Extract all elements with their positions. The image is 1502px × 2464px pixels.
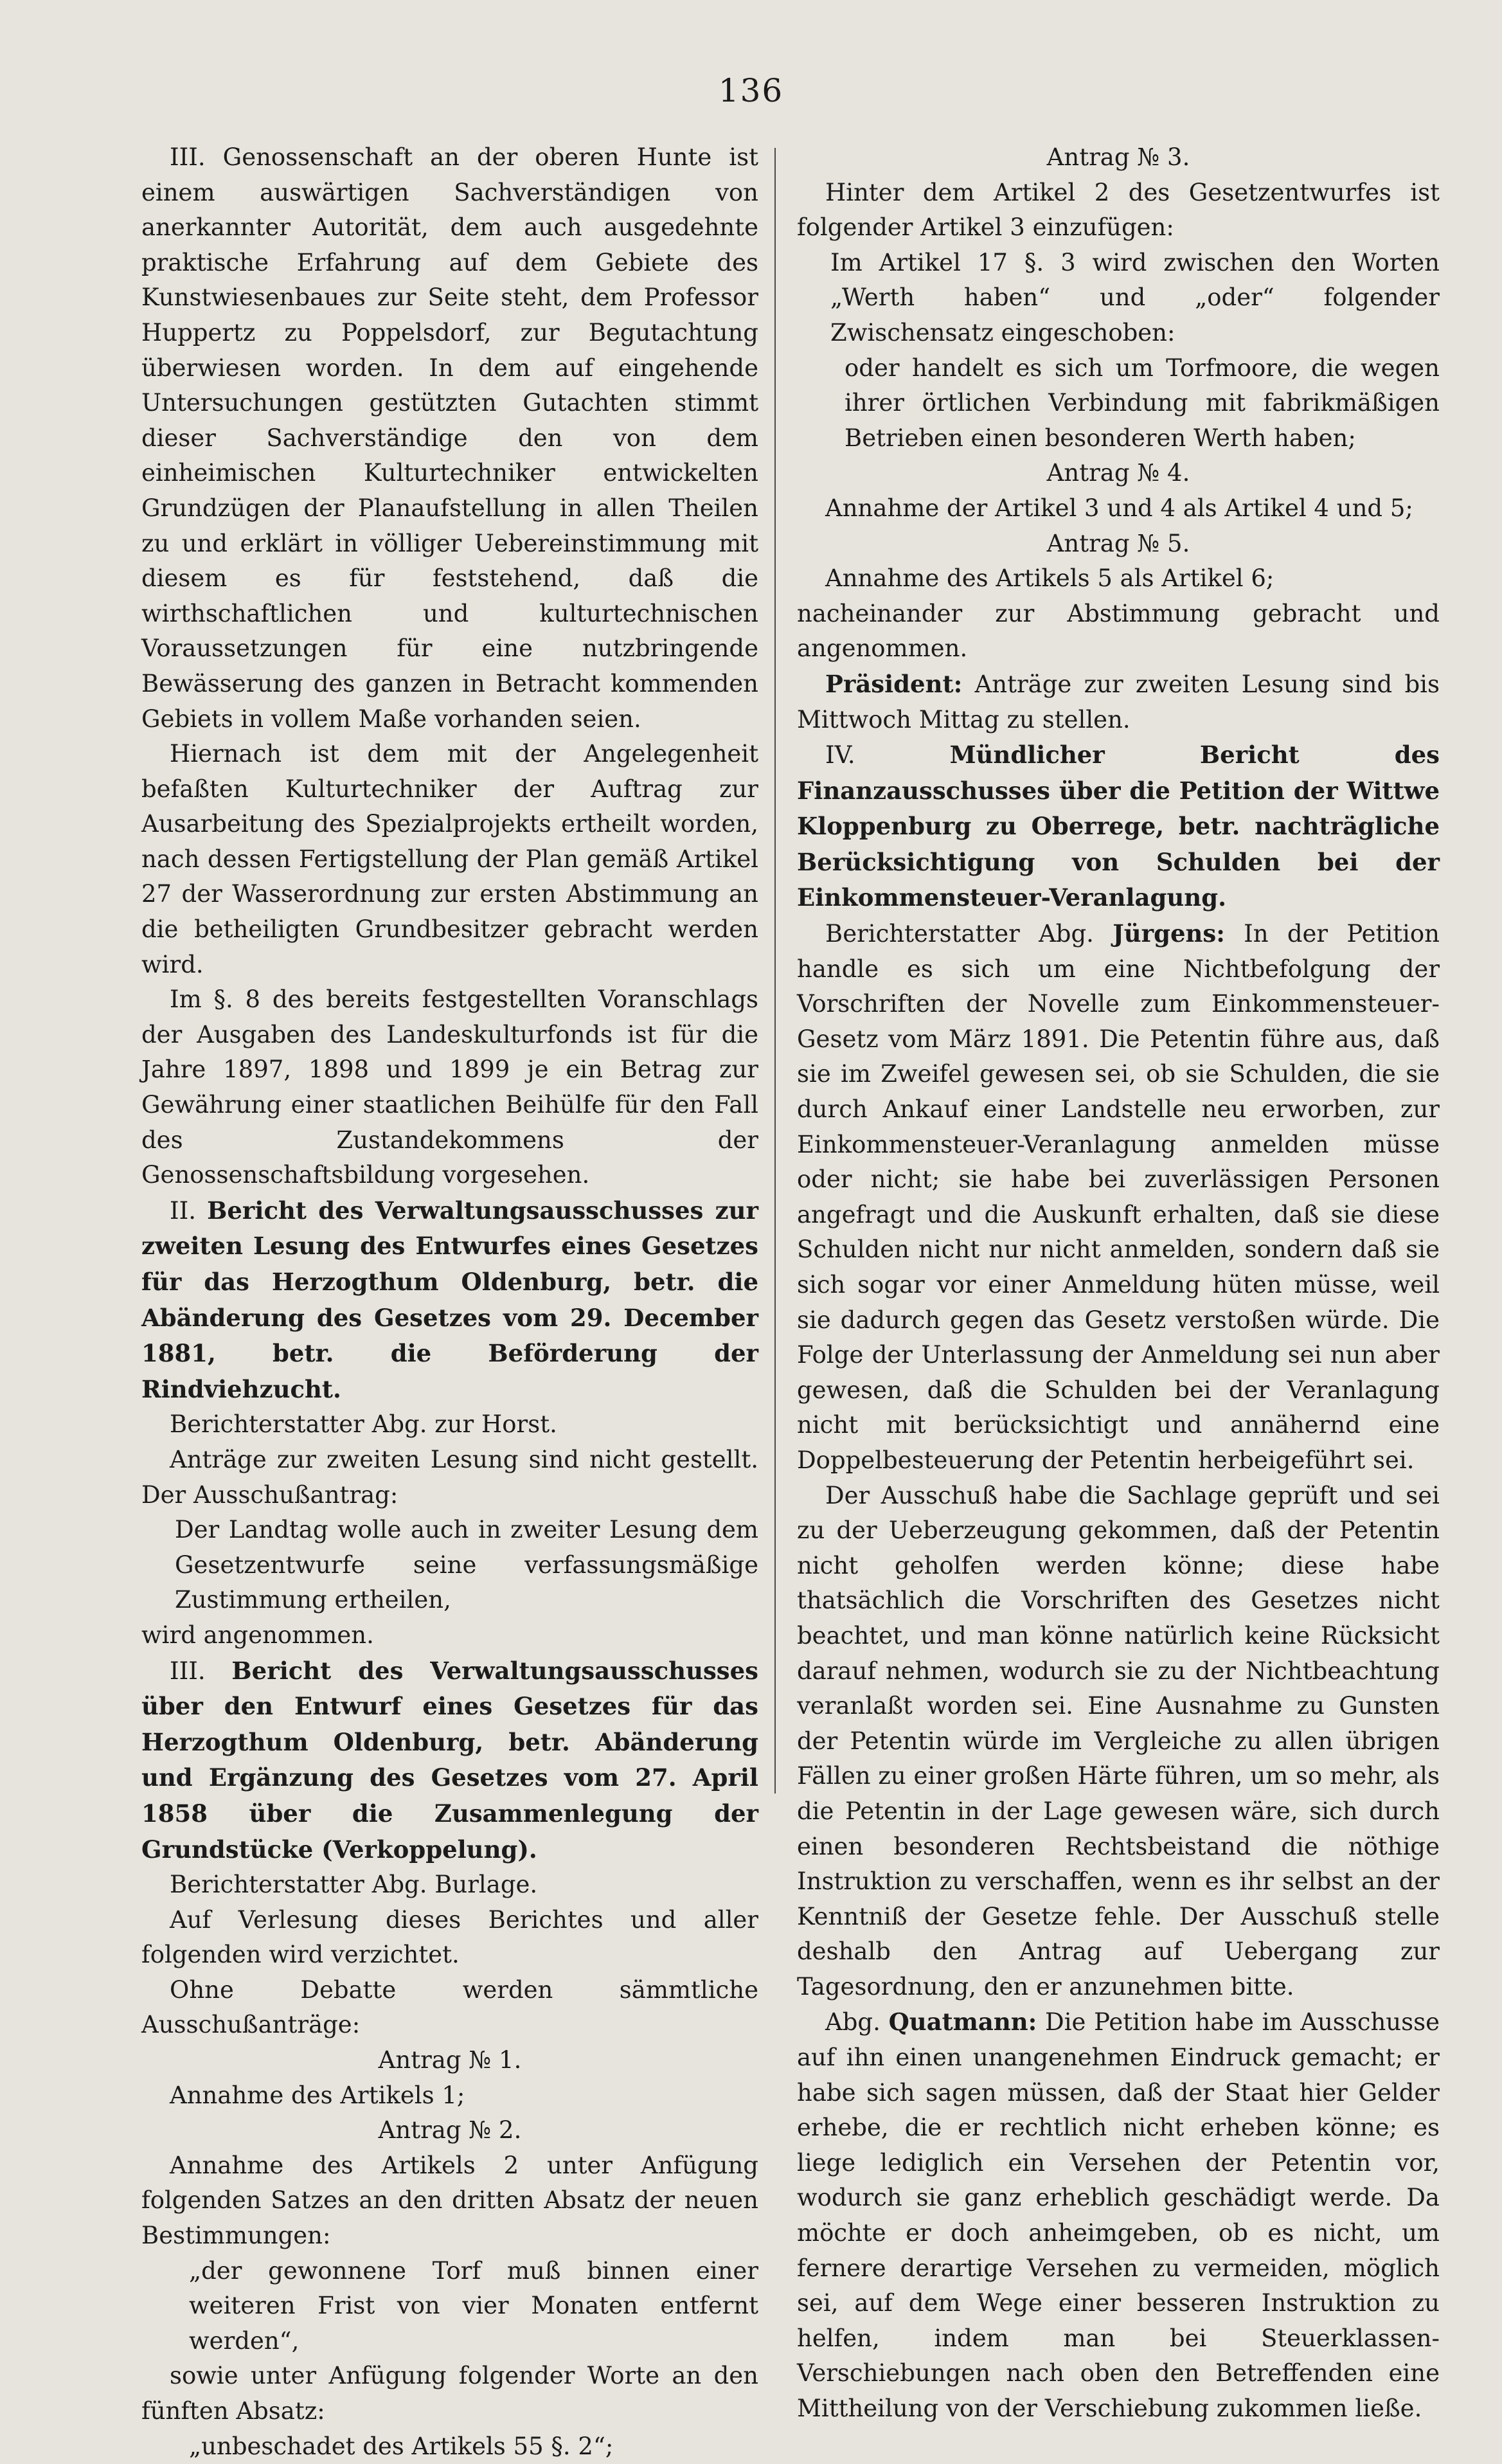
result-line: wird angenommen. <box>141 1621 374 1649</box>
motion-text: Hinter dem Artikel 2 des Gesetzentwurfes ist folgender Artikel 3 einzufügen: <box>797 178 1440 242</box>
speaker-name: Präsident: <box>825 669 963 698</box>
motion-quote: Im Artikel 17 §. 3 wird zwischen den Worten „Werth haben“ und „oder“ folgender Zwischensatz eingeschoben: <box>830 248 1440 346</box>
motion-number: Antrag № 2. <box>378 2116 522 2145</box>
reporter-prefix: Berichterstatter Abg. <box>825 920 1094 948</box>
section-number: III. <box>170 1657 206 1685</box>
motion-quote: Der Landtag wolle auch in zweiter Lesung dem Gesetzentwurfe seine verfassungsmäßige Zustimmung ertheilen, <box>175 1516 758 1614</box>
section-heading <box>141 1653 758 1868</box>
section-title: Mündlicher Bericht des Finanzausschusses über die Petition der Wittwe Kloppenburg zu Oberrege, betr. nachträgliche Berücksichtigung von Schulden bei der Einkommensteuer-Veranlagung. <box>797 741 1440 912</box>
reporter-line: Berichterstatter Abg. zur Horst. <box>170 1410 557 1439</box>
bleed-through-left <box>0 148 135 1794</box>
motion-number: Antrag № 5. <box>1046 529 1190 557</box>
section-title: Bericht des Verwaltungsausschusses zur zweiten Lesung des Entwurfes eines Gesetzes für das Herzogthum Oldenburg, betr. die Abänderung des Gesetzes vom 29. December 1881, betr. die Beförderung der Rindviehzucht. <box>141 1196 758 1403</box>
paragraph: Auf Verlesung dieses Berichtes und aller folgenden wird verzichtet. <box>141 1905 758 1969</box>
section-number: IV. <box>825 741 855 769</box>
speaker-paragraph <box>797 667 1440 737</box>
speaker-name: Jürgens: <box>1113 919 1225 948</box>
motion-quote: oder handelt es sich um Torfmoore, die wegen ihrer örtlichen Verbindung mit fabrikmäßigen Betrieben einen besonderen Werth haben; <box>845 354 1440 452</box>
motion-quote: „unbeschadet des Artikels 55 §. 2“; <box>189 2432 614 2460</box>
paragraph: Hiernach ist dem mit der Angelegenheit befaßten Kulturtechniker der Auftrag zur Ausarbeitung des Spezialprojekts ertheilt worden, nach dessen Fertigstellung der Plan gemäß Artikel 27 der Wasserordnung zur ersten Abstimmung an die betheiligten Grundbesitzer gebracht werden wird. <box>141 740 758 978</box>
bleed-through-right <box>1444 148 1502 1794</box>
motion-number: Antrag № 3. <box>1046 143 1190 171</box>
speaker-name: Quatmann: <box>888 2008 1037 2037</box>
speaker-paragraph <box>797 2004 1440 2426</box>
motion-number: Antrag № 1. <box>378 2046 522 2074</box>
paragraph: Anträge zur zweiten Lesung sind nicht gestellt. Der Ausschußantrag: <box>141 1445 758 1509</box>
paragraph: III. Genossenschaft an der oberen Hunte ist einem auswärtigen Sachverständigen von anerkannter Autorität, dem auch ausgedehnte praktische Erfahrung auf dem Gebiete des Kunstwiesenbaues zur Seite steht, dem Professor Huppertz zu Poppelsdorf, zur Begutachtung überwiesen worden. In dem auf eingehende Untersuchungen gestützten Gutachten stimmt dieser Sachverständige den von dem einheimischen Kulturtechniker entwickelten Grundzügen der Planaufstellung in allen Theilen zu und erklärt in völliger Uebereinstimmung mit diesem es für feststehend, daß die wirthschaftlichen und kulturtechnischen Voraussetzungen für eine nutzbringende Bewässerung des ganzen in Betracht kommenden Gebiets in vollem Maße vorhanden seien. <box>141 143 758 733</box>
motion-text: Annahme des Artikels 5 als Artikel 6; <box>825 564 1274 593</box>
section-number: II. <box>170 1196 196 1225</box>
paragraph: Ohne Debatte werden sämmtliche Ausschußanträge: <box>141 1975 758 2039</box>
result-line: nacheinander zur Abstimmung gebracht und angenommen. <box>797 599 1440 663</box>
page-number: 136 <box>718 72 784 109</box>
speaker-text: In der Petition handle es sich um eine Nichtbefolgung der Vorschriften der Novelle zum Einkommensteuer-Gesetz vom März 1891. Die Petentin führe aus, daß sie im Zweifel gewesen sei, ob sie Schulden, die sie durch Ankauf einer Landstelle neu erworben, zur Einkommensteuer-Veranlagung anmelden müsse oder nicht; sie habe bei zuverlässigen Personen angefragt und die Auskunft erhalten, daß sie diese Schulden nicht nur nicht anmelden, sondern daß sie sich sogar vor einer Anmeldung hüten müsse, weil sie dadurch gegen das Gesetz verstoßen würde. Die Folge der Unterlassung der Anmeldung sei nun aber gewesen, daß die Schulden bei der Veranlagung nicht mit berücksichtigt und annähernd eine Doppelbesteuerung der Petentin herbeigeführt sei. <box>797 920 1440 1474</box>
motion-text: Annahme der Artikel 3 und 4 als Artikel 4 und 5; <box>825 494 1413 522</box>
paragraph: Im §. 8 des bereits festgestellten Voranschlags der Ausgaben des Landeskulturfonds ist für die Jahre 1897, 1898 und 1899 je ein Betrag zur Gewährung einer staatlichen Beihülfe für den Fall des Zustandekommens der Genossenschaftsbildung vorgesehen. <box>141 985 758 1189</box>
speaker-paragraph <box>797 916 1440 1479</box>
motion-text: sowie unter Anfügung folgender Worte an den fünften Absatz: <box>141 2362 758 2425</box>
section-title: Bericht des Verwaltungsausschusses über den Entwurf eines Gesetzes für das Herzogthum Oldenburg, betr. Abänderung und Ergänzung des Gesetzes vom 27. April 1858 über die Zusammenlegung der Grundstücke (Verkoppelung). <box>141 1656 759 1864</box>
section-heading <box>797 737 1440 916</box>
column-divider <box>774 148 776 1794</box>
motion-number: Antrag № 4. <box>1046 459 1190 487</box>
speaker-prefix: Abg. <box>825 2008 881 2037</box>
paragraph: Der Ausschuß habe die Sachlage geprüft und sei zu der Ueberzeugung gekommen, daß der Petentin nicht geholfen werden könne; diese habe thatsächlich die Vorschriften des Gesetzes nicht beachtet, und man könne natürlich keine Rücksicht darauf nehmen, wodurch sie zu der Nichtbeachtung veranlaßt worden sei. Eine Ausnahme zu Gunsten der Petentin würde im Vergleiche zu allen übrigen Fällen zu einer großen Härte führen, um so mehr, als die Petentin in der Lage gewesen wäre, sich durch einen besonderen Rechtsbeistand die nöthige Instruktion zu verschaffen, wenn es ihr selbst an der Kenntniß der Gesetze fehle. Der Ausschuß stelle deshalb den Antrag auf Uebergang zur Tagesordnung, den er anzunehmen bitte. <box>797 1481 1440 2001</box>
motion-text: Annahme des Artikels 2 unter Anfügung folgenden Satzes an den dritten Absatz der neuen Bestimmungen: <box>141 2151 758 2250</box>
motion-quote: „der gewonnene Torf muß binnen einer weiteren Frist von vier Monaten entfernt werden“, <box>189 2256 758 2355</box>
speaker-text: Die Petition habe im Ausschusse auf ihn einen unangenehmen Eindruck gemacht; er habe sich sagen müssen, daß der Staat hier Gelder erhebe, die er rechtlich nicht erheben könne; es liege lediglich ein Versehen der Petentin vor, wodurch sie ganz erheblich geschädigt werde. Da möchte er doch anheimgeben, ob es nicht, um fernere derartige Versehen zu vermeiden, möglich sei, auf dem Wege einer besseren Instruktion zu helfen, indem man bei Steuerklassen-Verschiebungen nach oben den Betreffenden eine Mittheilung von der Verschiebung zukommen ließe. <box>797 2008 1440 2422</box>
left-column <box>141 140 758 2464</box>
reporter-line: Berichterstatter Abg. Burlage. <box>170 1871 538 1899</box>
section-heading <box>141 1193 758 1408</box>
speaker-text: Anträge zur zweiten Lesung sind bis Mittwoch Mittag zu stellen. <box>797 670 1440 733</box>
right-column <box>797 140 1440 2427</box>
motion-text: Annahme des Artikels 1; <box>170 2081 465 2109</box>
